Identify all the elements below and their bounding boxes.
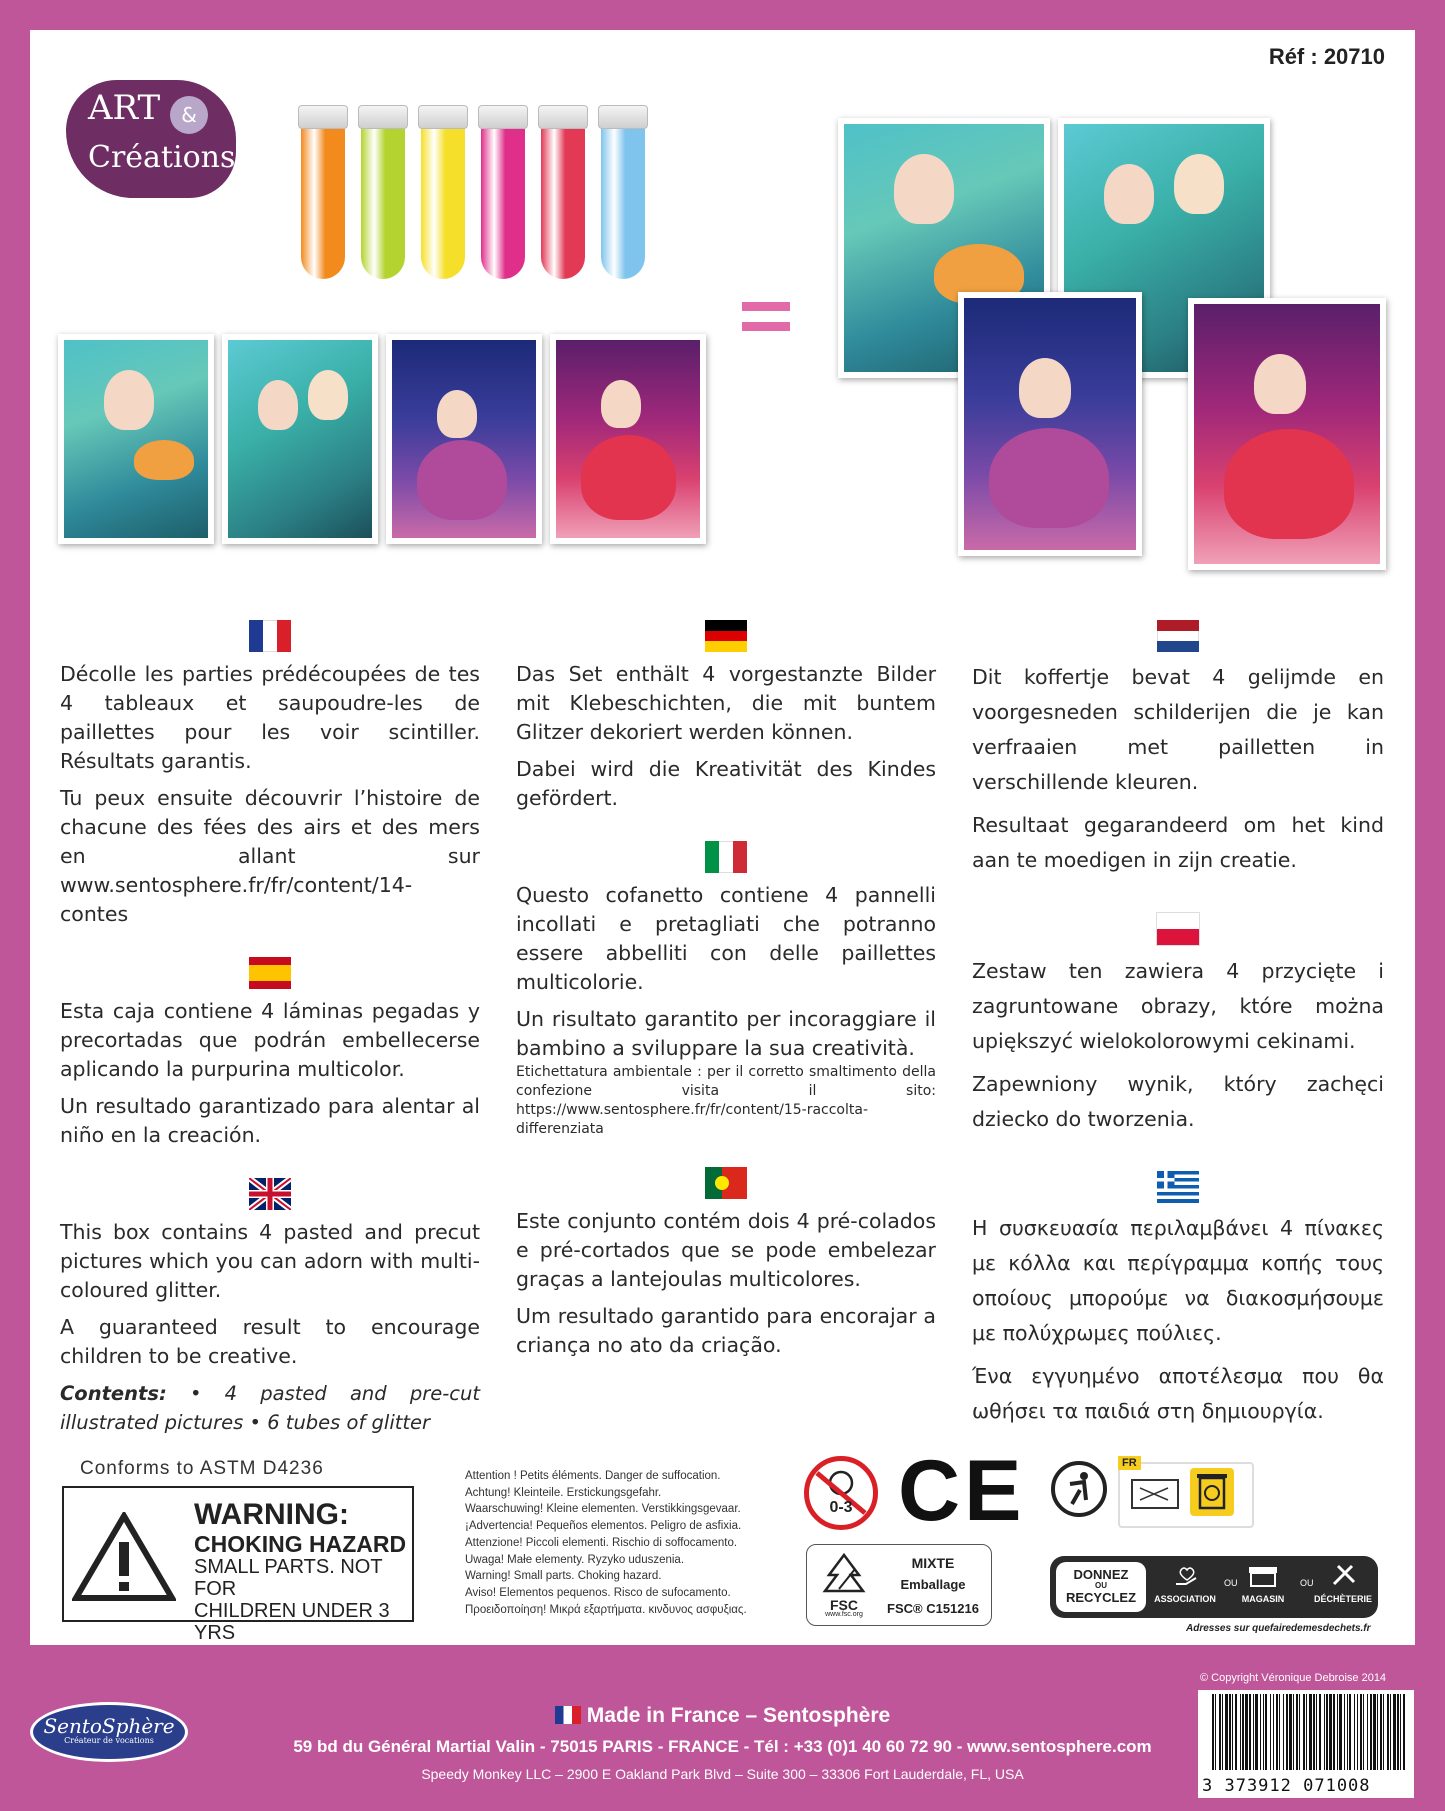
glitter-tube	[478, 105, 528, 283]
fsc-tree-icon	[819, 1551, 869, 1597]
barcode-bar	[1215, 1694, 1216, 1770]
barcode-bar	[1293, 1694, 1294, 1770]
association-label: ASSOCIATION	[1154, 1594, 1216, 1604]
ou-separator: OU	[1300, 1578, 1314, 1588]
donnez-recyclez-banner	[1050, 1556, 1378, 1618]
paper-box-icon	[1128, 1474, 1182, 1514]
barcode-bar	[1316, 1694, 1317, 1770]
barcode-bar	[1360, 1694, 1362, 1770]
barcode-bar	[1240, 1694, 1241, 1770]
multilingual-warnings	[465, 1468, 747, 1618]
art-creations-logo	[66, 80, 246, 210]
barcode-bar	[1253, 1694, 1254, 1770]
picture-fairy-pink-large	[1188, 298, 1386, 570]
warning-line: Attenzione! Piccoli elementi. Rischio di soffocamento.	[465, 1536, 738, 1549]
tools-icon	[1330, 1562, 1358, 1588]
barcode-bar	[1319, 1694, 1321, 1770]
barcode-bar	[1229, 1694, 1231, 1770]
picture-mermaids-small	[222, 334, 378, 544]
warning-triangle-icon	[72, 1512, 176, 1602]
glitter-tube	[358, 105, 408, 283]
barcode-digits: 3 373912 071008	[1202, 1776, 1371, 1796]
barcode-bar	[1397, 1694, 1399, 1770]
warning-line: Achtung! Kleinteile. Erstickungsgefahr.	[465, 1486, 662, 1499]
barcode-bar	[1219, 1694, 1221, 1770]
picture-fairy-pink-small	[550, 334, 706, 544]
choking-warning-box	[62, 1486, 414, 1644]
barcode-bar	[1354, 1694, 1355, 1770]
contents-list: • 4 pasted and pre-cut illustrated pictures • 6 tubes of glitter	[60, 1382, 480, 1434]
barcode-bar	[1403, 1694, 1405, 1770]
brand-tagline: Créateur de vocations	[64, 1736, 154, 1745]
contents-label: Contents:	[60, 1382, 167, 1405]
not-under-3-icon	[804, 1456, 878, 1530]
warning-line: Waarschuwing! Kleine elementen. Verstikkingsgevaar.	[465, 1503, 741, 1516]
barcode-bar	[1232, 1694, 1233, 1770]
fr-paragraph: Tu peux ensuite découvrir l’histoire de chacune des fées des airs et des mers en allant sur www.sentosphere.fr/fr/content/14-contes	[60, 786, 480, 926]
fr-paragraph: Décolle les parties prédécoupées de tes 4 tableaux et saupoudre-les de paillettes pour les voir scintiller. Résultats garantis.	[60, 662, 480, 773]
warning-line: ¡Advertencia! Pequeños elementos. Peligro de asfixia.	[465, 1520, 742, 1533]
barcode-bars	[1198, 1690, 1414, 1774]
hand-heart-icon	[1172, 1566, 1202, 1590]
barcode-bar	[1380, 1694, 1382, 1770]
copyright: © Copyright Véronique Debroise 2014	[1200, 1672, 1387, 1684]
es-paragraph: Un resultado garantizado para alentar al niño en la creación.	[60, 1094, 480, 1147]
barcode-bar	[1383, 1694, 1384, 1770]
barcode-bar	[1377, 1694, 1378, 1770]
text-column-middle	[516, 620, 936, 1368]
barcode-bar	[1387, 1694, 1389, 1770]
barcode-bar	[1270, 1694, 1271, 1770]
nl-paragraph: Resultaat gegarandeerd om het kind aan te moedigen in zijn creatie.	[972, 813, 1384, 872]
warning-line: CHILDREN UNDER 3 YRS	[194, 1600, 390, 1644]
barcode-bar	[1212, 1694, 1214, 1770]
pl-paragraph: Zestaw ten zawiera 4 przycięte i zagruntowane obrazy, które można upiększyć wielokolorowymi cekinami.	[972, 959, 1384, 1053]
shop-icon	[1246, 1564, 1280, 1588]
barcode-bar	[1260, 1694, 1261, 1770]
germany-flag-icon	[705, 620, 747, 652]
france-flag-icon	[555, 1706, 581, 1724]
picture-fairy-castle-small	[386, 334, 542, 544]
it-paragraph: Questo cofanetto contiene 4 pannelli incollati e pretagliati che potranno essere abbelliti con delle paillettes multicolorie.	[516, 883, 936, 994]
text-column-right	[972, 620, 1384, 1437]
warning-line: SMALL PARTS. NOT FOR	[194, 1556, 383, 1600]
fsc-label	[806, 1544, 992, 1626]
barcode-bar	[1373, 1694, 1376, 1770]
recyclez-text: RECYCLEZ	[1065, 1590, 1137, 1605]
reference-number: Réf : 20710	[1268, 44, 1385, 69]
donnez-text: DONNEZ	[1073, 1567, 1129, 1582]
fsc-site: www.fsc.org	[825, 1611, 863, 1618]
age-label: 0-3	[829, 1499, 853, 1516]
barcode-bar	[1265, 1694, 1267, 1770]
barcode-bar	[1249, 1694, 1251, 1770]
pt-paragraph: Este conjunto contém dois 4 pré-colados e pré-cortados que se pode embelezar graças a lantejoulas multicolores.	[516, 1209, 936, 1291]
barcode-bar	[1337, 1694, 1338, 1770]
fr-tag: FR	[1118, 1456, 1141, 1470]
barcode-bar	[1299, 1694, 1300, 1770]
gr-paragraph: Ένα εγγυημένο αποτέλεσμα που θα ωθήσει τα παιδιά στη δημιουργία.	[972, 1364, 1384, 1423]
recycling-bin-icon	[1190, 1468, 1234, 1516]
gr-paragraph: Η συσκευασία περιλαμβάνει 4 πίνακες με κόλλα και περίγραμμα κοπής τους οποίους μπορούμε να διακοσμήσουμε με πολύχρωμες πούλιες.	[972, 1216, 1384, 1345]
barcode-bar	[1263, 1694, 1264, 1770]
warning-line: Uwaga! Małe elementy. Ryzyko uduszenia.	[465, 1553, 685, 1566]
barcode-bar	[1344, 1694, 1345, 1770]
text-column-left	[60, 620, 480, 1445]
barcode-bar	[1289, 1694, 1292, 1770]
astm-conformity: Conforms to ASTM D4236	[80, 1458, 324, 1479]
barcode-bar	[1273, 1694, 1274, 1770]
barcode-bar	[1349, 1694, 1351, 1770]
warning-line: Προειδοποίηση! Μικρά εξαρτήματα. κινδυνος ασφυξιας.	[465, 1603, 747, 1616]
warning-line: Aviso! Elementos pequenos. Risco de sufocamento.	[465, 1586, 731, 1599]
barcode-bar	[1225, 1694, 1228, 1770]
barcode-bar	[1245, 1694, 1248, 1770]
barcode-bar	[1255, 1694, 1258, 1770]
barcode-bar	[1276, 1694, 1278, 1770]
barcode-bar	[1367, 1694, 1368, 1770]
fsc-mixte: MIXTE	[911, 1555, 955, 1571]
poland-flag-icon	[1156, 912, 1200, 946]
france-flag-icon	[249, 620, 291, 652]
en-paragraph: This box contains 4 pasted and precut pictures which you can adorn with multi-coloured glitter.	[60, 1220, 480, 1302]
us-address: Speedy Monkey LLC – 2900 E Oakland Park Blvd – Suite 300 – 33306 Fort Lauderdale, FL, USA	[421, 1766, 1024, 1782]
fsc-logo-text: FSC	[830, 1597, 858, 1613]
barcode-bar	[1400, 1694, 1401, 1770]
magasin-label: MAGASIN	[1241, 1594, 1285, 1604]
ou-text: OU	[1095, 1581, 1107, 1590]
pl-paragraph: Zapewniony wynik, który zachęci dziecko do tworzenia.	[972, 1072, 1384, 1131]
barcode-bar	[1324, 1694, 1325, 1770]
netherlands-flag-icon	[1157, 620, 1199, 652]
logo-creations-text: Créations	[88, 140, 236, 175]
barcode-bar	[1313, 1694, 1315, 1770]
made-in-france-text: Made in France – Sentosphère	[586, 1704, 891, 1727]
barcode-bar	[1363, 1694, 1364, 1770]
barcode-bar	[1390, 1694, 1391, 1770]
equals-sign	[742, 302, 790, 342]
barcode-bar	[1333, 1694, 1335, 1770]
logo-art-text: ART	[88, 88, 161, 128]
recycling-addresses: Adresses sur quefairedemesdechets.fr	[1186, 1623, 1371, 1634]
barcode-bar	[1286, 1694, 1288, 1770]
it-paragraph: Un risultato garantito per incoraggiare il bambino a sviluppare la sua creatività.	[516, 1007, 936, 1060]
barcode-bar	[1235, 1694, 1237, 1770]
glitter-tube	[598, 105, 648, 283]
en-paragraph: A guaranteed result to encourage children to be creative.	[60, 1315, 480, 1368]
greece-flag-icon	[1157, 1171, 1199, 1203]
es-paragraph: Esta caja contiene 4 láminas pegadas y precortadas que podrán embellecerse aplicando la purpurina multicolor.	[60, 999, 480, 1081]
nl-paragraph: Dit koffertje bevat 4 gelijmde en voorgesneden schilderijen die je kan verfraaien met pailletten in verschillende kleuren.	[972, 665, 1384, 794]
barcode-bar	[1393, 1694, 1396, 1770]
company-address: 59 bd du Général Martial Valin - 75015 PARIS - FRANCE - Tél : +33 (0)1 40 60 72 90 - www.sentosphere.com	[293, 1737, 1152, 1756]
barcode-bar	[1303, 1694, 1305, 1770]
decheterie-label: DÉCHÈTERIE	[1313, 1594, 1372, 1604]
pt-paragraph: Um resultado garantido para encorajar a criança no ato da criação.	[516, 1304, 936, 1357]
barcode-bar	[1222, 1694, 1223, 1770]
de-paragraph: Dabei wird die Kreativität des Kindes gefördert.	[516, 757, 936, 810]
fsc-code: FSC® C151216	[887, 1601, 979, 1616]
uk-flag-icon	[249, 1178, 291, 1210]
barcode-bar	[1242, 1694, 1244, 1770]
fsc-emballage: Emballage	[900, 1577, 966, 1592]
glitter-tube	[538, 105, 588, 283]
picture-fairy-castle-large	[958, 292, 1142, 556]
barcode-bar	[1296, 1694, 1298, 1770]
barcode-bar	[1279, 1694, 1280, 1770]
warning-details	[194, 1556, 412, 1644]
barcode-bar	[1370, 1694, 1372, 1770]
de-paragraph: Das Set enthält 4 vorgestanzte Bilder mit Klebeschichten, die mit buntem Glitzer dekoriert werden können.	[516, 662, 936, 744]
warning-title: WARNING:	[194, 1498, 349, 1531]
barcode-bar	[1283, 1694, 1284, 1770]
barcode	[1198, 1690, 1414, 1798]
warning-line: Attention ! Petits éléments. Danger de suffocation.	[465, 1470, 721, 1482]
brand-name: SentoSphère	[43, 1714, 175, 1738]
barcode-bar	[1326, 1694, 1328, 1770]
barcode-bar	[1347, 1694, 1348, 1770]
barcode-bar	[1357, 1694, 1358, 1770]
barcode-bar	[1329, 1694, 1332, 1770]
it-environment-note: Etichettatura ambientale : per il corretto smaltimento della confezione visita il sito: https://www.sentosphere.fr/fr/content/15-raccolta-differenziata	[516, 1064, 936, 1137]
glitter-tube	[298, 105, 348, 283]
spain-flag-icon	[249, 957, 291, 989]
warning-subtitle: CHOKING HAZARD	[194, 1531, 407, 1557]
barcode-bar	[1306, 1694, 1307, 1770]
warning-line: Warning! Small parts. Choking hazard.	[465, 1570, 662, 1583]
glitter-tube	[418, 105, 468, 283]
portugal-flag-icon	[705, 1167, 747, 1199]
ce-mark: CE	[898, 1443, 1026, 1539]
contents-text	[60, 1379, 480, 1437]
barcode-bar	[1309, 1694, 1312, 1770]
ou-separator: OU	[1224, 1578, 1238, 1588]
donnez-recyclez-label	[1056, 1562, 1146, 1612]
barcode-bar	[1339, 1694, 1342, 1770]
triman-icon	[1050, 1460, 1108, 1518]
italy-flag-icon	[705, 841, 747, 873]
picture-mermaid-fish-small	[58, 334, 214, 544]
logo-ampersand: &	[170, 96, 208, 134]
